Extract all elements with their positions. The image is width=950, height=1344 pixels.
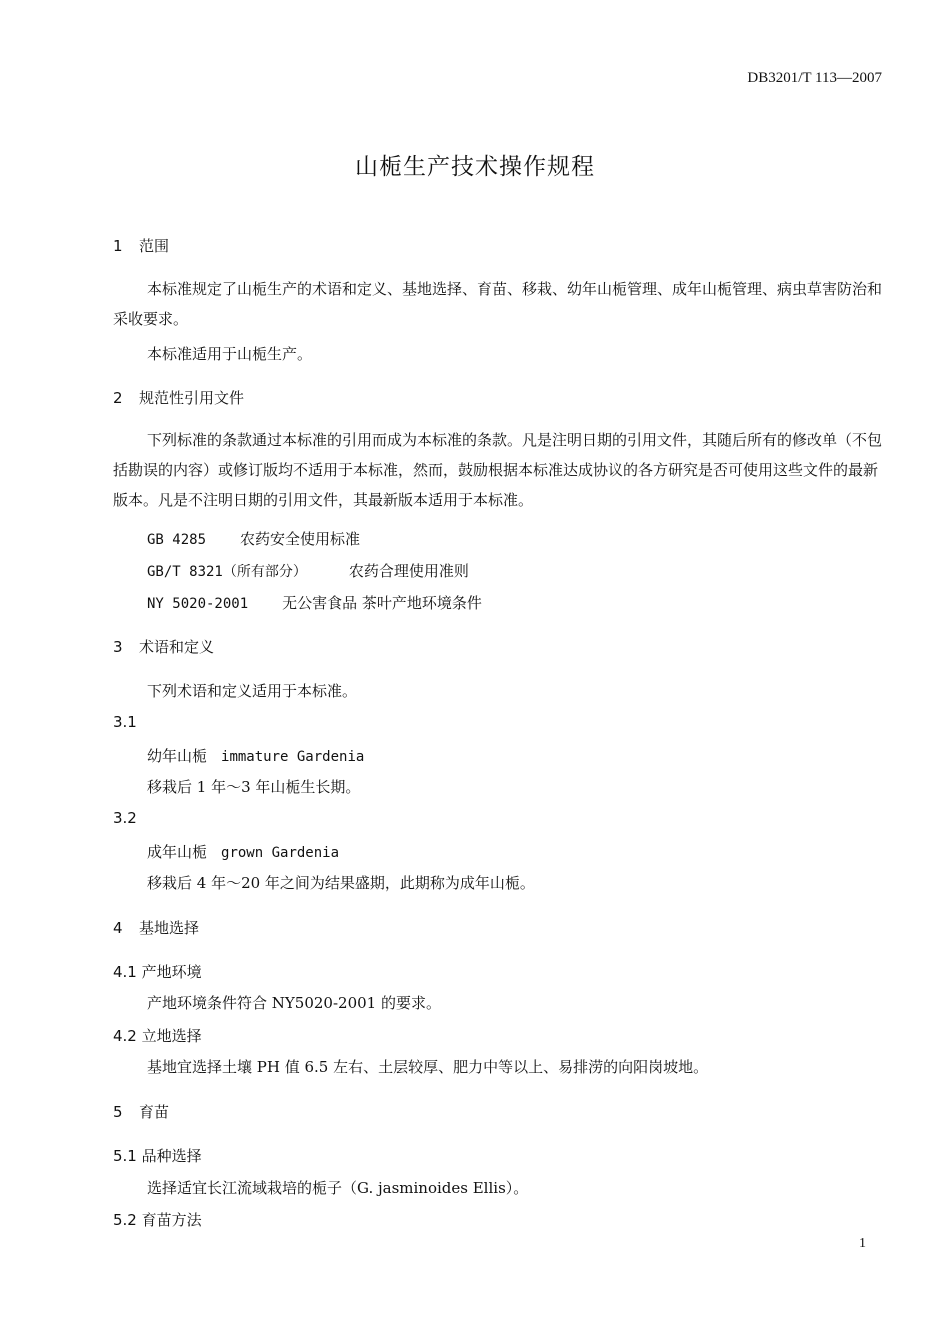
paragraph-text: 下列标准的条款通过本标准的引用而成为本标准的条款。凡是注明日期的引用文件，其随后所有的修改单（不包括勘误的内容）或修订版均不适用于本标准，然而，鼓励根据本标准达成协议的各方研究是否可使用这些文件的最新版本。凡是不注明日期的引用文件，其最新版本适用于本标准。 xyxy=(113,431,883,509)
term-definition: 移栽后 4 年～20 年之间为结果盛期，此期称为成年山栀。 xyxy=(147,874,535,892)
reference-code: GB 4285 xyxy=(147,532,207,548)
section-heading-4 xyxy=(113,917,199,938)
section-title: 育苗 xyxy=(139,1103,170,1121)
section-heading-1 xyxy=(113,235,169,256)
paragraph: 下列术语和定义适用于本标准。 xyxy=(147,682,358,700)
paragraph: 产地环境条件符合 NY5020-2001 的要求。 xyxy=(147,994,441,1012)
subsection-number: 4.2 xyxy=(113,1027,137,1045)
section-title: 范围 xyxy=(139,237,170,255)
term-entry xyxy=(147,841,339,862)
term-zh: 幼年山栀 xyxy=(147,747,208,765)
paragraph xyxy=(113,274,885,334)
section-number: 2 xyxy=(113,389,123,407)
subsection-number: 5.2 xyxy=(113,1211,137,1229)
term-entry xyxy=(147,745,364,766)
term-en: grown Gardenia xyxy=(221,845,340,861)
subsection-heading xyxy=(113,961,202,982)
reference-item xyxy=(147,528,360,549)
paragraph xyxy=(113,425,885,515)
reference-code: NY 5020-2001 xyxy=(147,596,249,612)
subsection-number: 5.1 xyxy=(113,1147,137,1165)
subsection-heading xyxy=(113,1025,202,1046)
subsection-title: 育苗方法 xyxy=(141,1211,202,1229)
reference-code: GB/T 8321（所有部分） xyxy=(147,564,307,580)
reference-title: 农药安全使用标准 xyxy=(240,530,361,548)
reference-title: 无公害食品 茶叶产地环境条件 xyxy=(282,594,482,612)
subsection-heading xyxy=(113,1209,202,1230)
reference-title: 农药合理使用准则 xyxy=(348,562,469,580)
section-number: 3 xyxy=(113,638,123,656)
subsection-title: 品种选择 xyxy=(141,1147,202,1165)
clause-number: 3.2 xyxy=(113,809,137,827)
section-number: 4 xyxy=(113,919,123,937)
document-number: DB3201/T 113—2007 xyxy=(747,70,882,86)
clause-number: 3.1 xyxy=(113,713,137,731)
paragraph: 基地宜选择土壤 PH 值 6.5 左右、土层较厚、肥力中等以上、易排涝的向阳岗坡地。 xyxy=(147,1058,709,1076)
paragraph-text: 本标准规定了山栀生产的术语和定义、基地选择、育苗、移栽、幼年山栀管理、成年山栀管理、病虫草害防治和采收要求。 xyxy=(113,280,883,328)
term-zh: 成年山栀 xyxy=(147,843,208,861)
section-number: 1 xyxy=(113,237,123,255)
term-definition: 移栽后 1 年～3 年山栀生长期。 xyxy=(147,778,361,796)
section-title: 基地选择 xyxy=(139,919,200,937)
document-title: 山栀生产技术操作规程 xyxy=(355,154,595,180)
paragraph: 选择适宜长江流域栽培的栀子（G. jasminoides Ellis）。 xyxy=(147,1179,529,1197)
section-heading-3 xyxy=(113,636,214,657)
section-heading-5 xyxy=(113,1101,169,1122)
page-number: 1 xyxy=(859,1236,866,1251)
section-number: 5 xyxy=(113,1103,123,1121)
term-en: immature Gardenia xyxy=(221,749,365,765)
subsection-heading xyxy=(113,1145,202,1166)
section-title: 规范性引用文件 xyxy=(139,389,245,407)
reference-item xyxy=(147,592,482,613)
subsection-title: 立地选择 xyxy=(141,1027,202,1045)
subsection-title: 产地环境 xyxy=(141,963,202,981)
subsection-number: 4.1 xyxy=(113,963,137,981)
reference-item xyxy=(147,560,469,581)
section-heading-2 xyxy=(113,387,244,408)
paragraph: 本标准适用于山栀生产。 xyxy=(147,345,313,363)
section-title: 术语和定义 xyxy=(139,638,215,656)
